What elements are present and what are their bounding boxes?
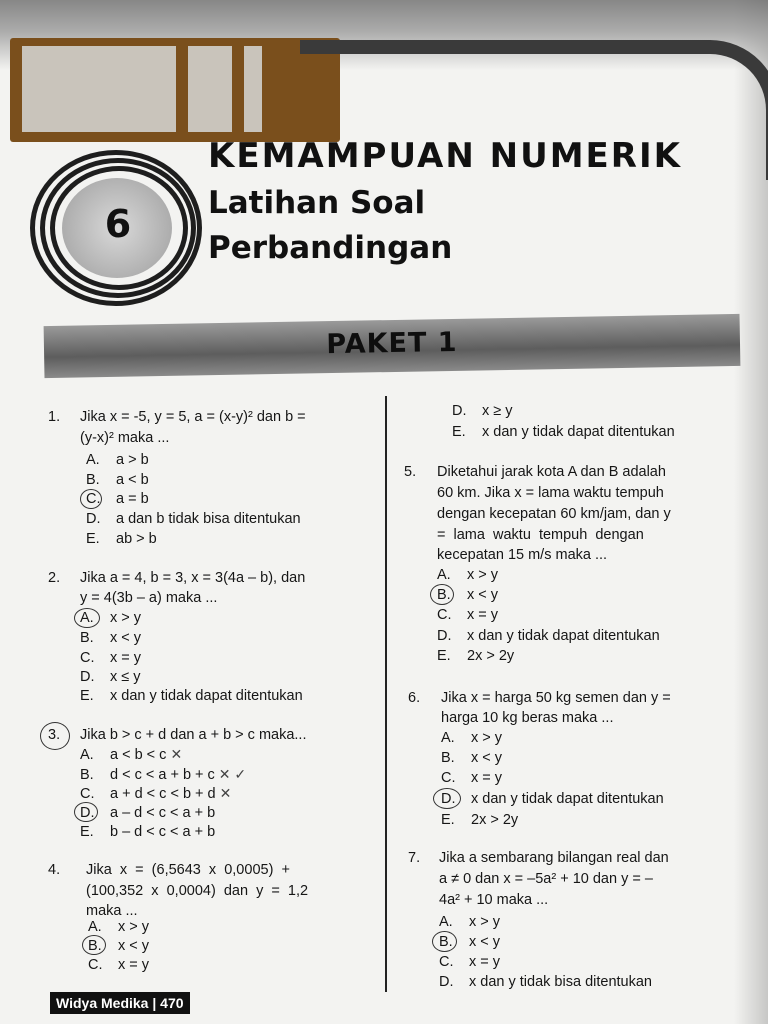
question-number: 4.: [48, 862, 61, 878]
question-text: = lama waktu tempuh dengan: [437, 527, 644, 543]
question-text: dengan kecepatan 60 km/jam, dan y: [437, 506, 671, 522]
question-text: Jika b > c + d dan a + b > c maka...: [80, 727, 307, 743]
answer-circle: [74, 608, 100, 628]
option-a: A. x > y: [80, 610, 142, 626]
question-text: kecepatan 15 m/s maka ...: [437, 547, 608, 563]
answer-circle: [82, 935, 106, 955]
header-post: [176, 38, 188, 142]
answer-circle: [433, 788, 461, 809]
option-a: A. x > y: [88, 919, 150, 935]
question-text: Jika x = -5, y = 5, a = (x-y)² dan b =: [80, 409, 306, 425]
option-e: E. 2x > 2y: [441, 812, 519, 828]
header-post: [262, 38, 274, 142]
question-text: Jika x = (6,5643 x 0,0005) +: [86, 862, 290, 878]
option-d: D. x dan y tidak dapat ditentukan: [441, 791, 664, 807]
option-d: D. x ≥ y: [452, 403, 513, 419]
question-circle: [40, 722, 70, 750]
option-a: A. x > y: [437, 567, 499, 583]
option-e: E. x dan y tidak dapat ditentukan: [80, 688, 303, 704]
page-footer: Widya Medika | 470: [50, 992, 190, 1014]
option-d: D. a dan b tidak bisa ditentukan: [86, 511, 301, 527]
option-a: A. x > y: [439, 914, 501, 930]
option-b: B. x < y: [439, 934, 501, 950]
chapter-number: 6: [104, 202, 132, 246]
question-text: (y-x)² maka ...: [80, 430, 170, 446]
option-e: E. x dan y tidak dapat ditentukan: [452, 424, 675, 440]
option-a: A. x > y: [441, 730, 503, 746]
question-text: y = 4(3b – a) maka ...: [80, 590, 218, 606]
option-d: D. a – d < c < a + b: [80, 805, 216, 821]
option-d: D. x dan y tidak dapat ditentukan: [437, 628, 660, 644]
page-subtitle-2: Perbandingan: [208, 230, 453, 266]
question-number: 6.: [408, 690, 421, 706]
section-title: PAKET 1: [326, 326, 458, 361]
question-text: a ≠ 0 dan x = –5a² + 10 dan y = –: [439, 871, 653, 887]
section-banner: [44, 314, 741, 378]
option-b: B. x < y: [80, 630, 142, 646]
option-d: D. x ≤ y: [80, 669, 141, 685]
answer-circle: [430, 584, 454, 605]
option-c: C. a = b: [86, 491, 149, 507]
question-text: Jika a sembarang bilangan real dan: [439, 850, 669, 866]
question-text: Diketahui jarak kota A dan B adalah: [437, 464, 666, 480]
question-number: 3.: [48, 727, 61, 743]
answer-circle: [432, 931, 457, 952]
option-a: A. a > b: [86, 452, 149, 468]
option-c: C. a + d < c < b + d ✕: [80, 785, 232, 802]
header-post: [232, 38, 244, 142]
question-text: Jika a = 4, b = 3, x = 3(4a – b), dan: [80, 570, 306, 586]
option-c: C. x = y: [80, 650, 142, 666]
question-number: 7.: [408, 850, 421, 866]
option-b: B. x < y: [437, 587, 499, 603]
option-a: A. a < b < c ✕: [80, 746, 183, 763]
question-text: (100,352 x 0,0004) dan y = 1,2: [86, 883, 309, 899]
option-e: E. 2x > 2y: [437, 648, 515, 664]
option-b: B. d < c < a + b + c ✕ ✓: [80, 766, 247, 783]
option-c: C. x = y: [437, 607, 499, 623]
chapter-badge: [30, 150, 202, 306]
option-c: C. x = y: [88, 957, 150, 973]
question-text: 60 km. Jika x = lama waktu tempuh: [437, 485, 664, 501]
option-e: E. b – d < c < a + b: [80, 824, 216, 840]
question-number: 2.: [48, 570, 61, 586]
question-number: 1.: [48, 409, 61, 425]
page-title: KEMAMPUAN NUMERIK: [208, 136, 682, 176]
option-d: D. x dan y tidak bisa ditentukan: [439, 974, 652, 990]
question-text: harga 10 kg beras maka ...: [441, 710, 614, 726]
option-c: C. x = y: [439, 954, 501, 970]
question-text: maka ...: [86, 903, 138, 919]
option-b: B. x < y: [88, 938, 150, 954]
question-number: 5.: [404, 464, 417, 480]
question-text: 4a² + 10 maka ...: [439, 892, 549, 908]
option-b: B. a < b: [86, 472, 149, 488]
column-divider: [385, 396, 387, 992]
answer-circle: [74, 802, 98, 822]
question-text: Jika x = harga 50 kg semen dan y =: [441, 690, 671, 706]
option-c: C. x = y: [441, 770, 503, 786]
answer-circle: [80, 489, 102, 509]
option-b: B. x < y: [441, 750, 503, 766]
page-subtitle-1: Latihan Soal: [208, 185, 426, 221]
option-e: E. ab > b: [86, 531, 157, 547]
